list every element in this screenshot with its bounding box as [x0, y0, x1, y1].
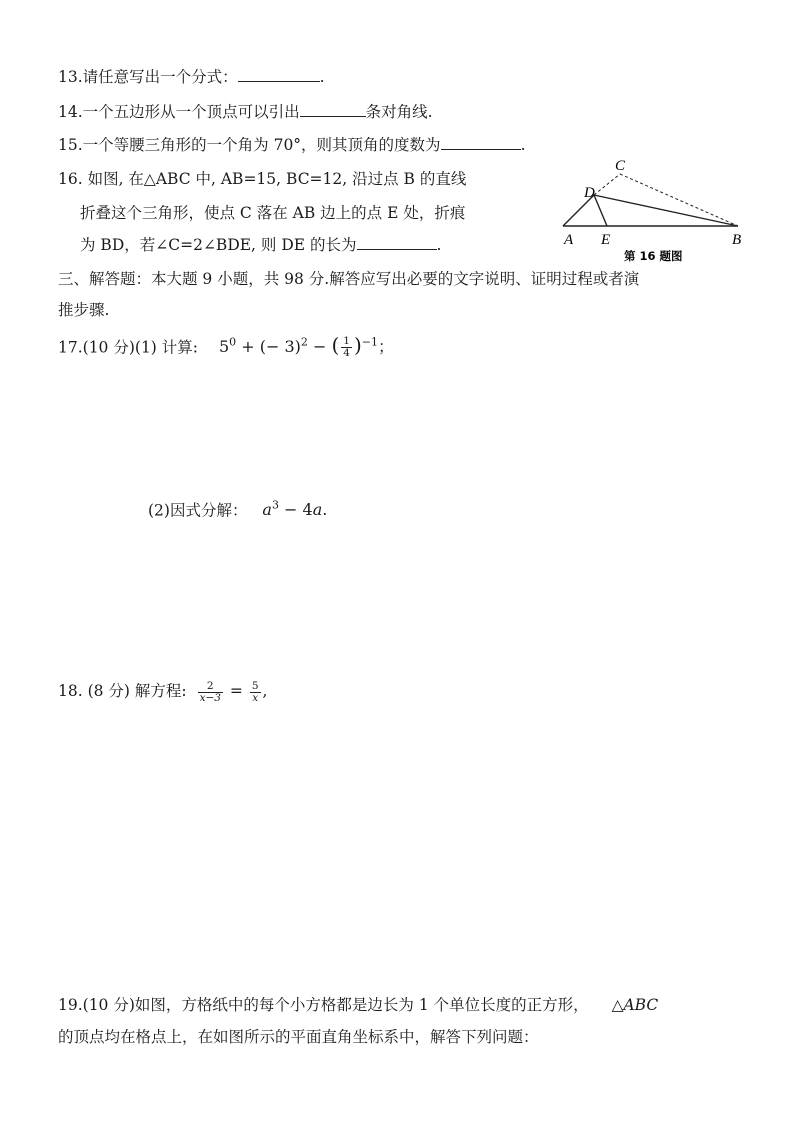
figure-16 [548, 152, 748, 264]
label-e: E [601, 232, 611, 248]
expression-17-2: $a^3 - 4a$. [262, 499, 328, 520]
section-3-line-1: 三、解答题：本大题 9 小题，共 98 分.解答应写出必要的文字说明、证明过程或者演 [58, 270, 640, 288]
question-18-prefix: 18. (8 分) 解方程: [58, 682, 187, 700]
question-13-text: 13.请任意写出一个分式： [58, 68, 238, 86]
question-17-part-1 [58, 332, 394, 359]
question-16-line-1: 16. 如图, 在△ABC 中, AB=15, BC=12, 沿过点 B 的直线 [58, 170, 467, 188]
question-17-part-2-prefix: (2)因式分解： [148, 501, 248, 520]
question-14-text: 14.一个五边形从一个顶点可以引出 [58, 103, 300, 121]
figure-caption: 第 16 题图 [624, 249, 683, 263]
triangle-abc: ABC [623, 996, 659, 1014]
question-19-text: 19.(10 分)如图，方格纸中的每个小方格都是边长为 1 个单位长度的正方形， [58, 996, 589, 1014]
question-17-prefix: 17.(10 分)(1) 计算: [58, 338, 198, 357]
fold-line-bd [594, 195, 738, 226]
equation-18: $\frac{2}{x-3}$ = $\frac{5}{x}$ , [199, 679, 268, 704]
question-14 [58, 101, 433, 123]
section-3-line-2: 推步骤. [58, 301, 110, 319]
label-d: D [584, 185, 595, 201]
question-15-end: . [520, 136, 526, 154]
label-c: C [615, 158, 626, 174]
question-19-line-2: 的顶点均在格点上，在如图所示的平面直角坐标系中，解答下列问题： [58, 1028, 539, 1046]
question-16-line-3 [80, 234, 441, 256]
question-16-text: 为 BD，若∠C=2∠BDE, 则 DE 的长为 [80, 236, 357, 254]
question-15 [58, 134, 526, 156]
question-13-end: . [319, 68, 325, 86]
answer-blank-13[interactable] [238, 67, 320, 82]
question-16-end: . [436, 236, 442, 254]
question-15-text: 15.一个等腰三角形的一个角为 70°，则其顶角的度数为 [58, 136, 441, 154]
segment-de [594, 195, 607, 226]
answer-blank-15[interactable] [441, 135, 521, 150]
question-19-line-1 [58, 994, 658, 1016]
dashed-cb [620, 174, 738, 226]
expression-17-1: $5^0$ + (− 3)$^2$ − ( $\frac{1}{4}$ )$^{-1}$； [218, 333, 395, 360]
answer-blank-16[interactable] [357, 235, 437, 250]
answer-blank-14[interactable] [300, 102, 366, 117]
question-16-line-2: 折叠这个三角形，使点 C 落在 AB 边上的点 E 处，折痕 [80, 204, 466, 222]
label-b: B [732, 232, 742, 248]
question-18 [58, 680, 267, 704]
label-a: A [564, 232, 574, 248]
question-13 [58, 66, 325, 88]
question-14-end: 条对角线. [365, 103, 433, 121]
question-17-part-2 [148, 495, 327, 521]
triangle-symbol: △ [611, 996, 624, 1014]
dashed-dc [594, 174, 620, 195]
